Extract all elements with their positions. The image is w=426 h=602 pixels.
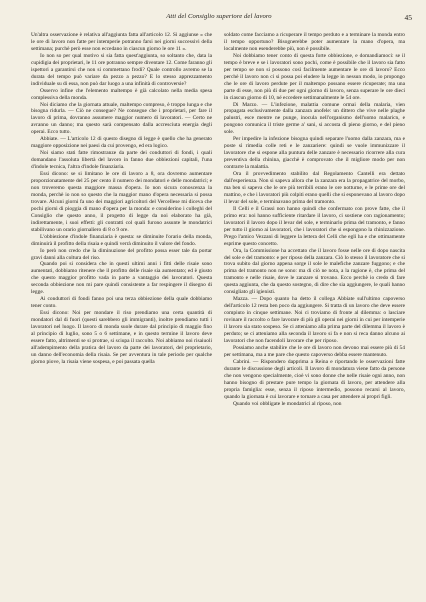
paragraph: Ora, la Commissione ha accettato che il lavoro fosse nelle ore di dopo nascita del sole e del tramonto: e per riposo della zanzara. Ciò lo stesso il lavoratore che si trova subito dal giorno appena sorge il sole le malefiche zanzare fuggono; e che prima del tramonto non ne sono: ma di ciò ne nota, a la ragione è, che prima del tramonto e nelle risaie, dove le zanzare si trovano. Ecco perchè io credo di fare questa aggiunta, che da questo sostegno, di dire che sia aggiungere, le quali hanno consigliato gli igienisti. (224, 247, 405, 296)
paragraph: Noi diciamo che la giornata attuale, maltempo compreso, è troppo lunga e che bisogna ridurla. — Ciò ne consegue? Ne consegue che i proprietari, per fare il lavoro di prima, dovranno assumere maggior numero di lavoratori. — Certo ne avranno un danno; ma questo sarà compensato dalla accresciuta energia degli operai. Ecco tutto. (31, 101, 212, 136)
paragraph: Noi siamo stati fatte rimostranze da parte dei conduttori di fondi, i quali domandano l'assoluta libertà del lavoro in fanno due obbiezioni capitali, l'una d'indole tecnica, l'altra d'indole finanziaria. (31, 150, 212, 171)
paragraph: Cabrini. — Rispondero dapprima a Reina e riportando le osservazioni fatte durante le discussione degli articoli. Il lavoro di mondatura viene fatto da persone che non vengono specialmente, cioè vi sono donne che nelle risaie ogni anno, non hanno bisogno di prestare pure tempo la giornata di lavoro, per attendere alla propria famiglia: esse, senza il riposo intermedio, possono recarsi al lavoro, quando la giornata è cui lavorare e tornare a casa per attendere ai propri figli. (224, 358, 405, 400)
paragraph: Noi dobbiamo tener conto di questa forte obbiezione, e domandiamoci: se il tempo è breve e se i lavoratori sono pochi, come è possibile che il lavoro sia fatto per tempo se non si possono così facilmente aumentare le ore di lavoro? Ecco perchè il lavoro non ci si possa poi eludere la legge in nessun modo, io propongo che le ore di lavoro perdute per il maltempo possano essere ricuperate; ma una parte di esse, non più di due per ogni giorno di lavoro, senza superare le ore dieci in ciascun giorno di 10, né eccedere settimanalmente le 54 ore. (224, 52, 405, 101)
paragraph: Per impedire la infezione bisogna quindi separare l'uomo dalla zanzara, ma e poste sì rimedia colle reti e le zanzariere: quindi se vuole immunizzare il lavoratore che si espone alla puntura delle zanzare è necessario ricorrere alla cura preventiva della chinina, giacchè è comprovato che il migliore modo per non contrarre la malattia. (224, 136, 405, 171)
paragraph: Essi dicono: se si limitano le ore di lavoro a 8, ora dovremo aumentare proporzionatamente del 25 per cento il numero dei mondatori e delle mondatrici; e non troveremo questa maggiore massa d'opera. Io non sicura conoscenza la monda, perchè io non so questo che la maggior mano d'opera necessaria si possa trovare. Alcuni giorni fa uno dei maggiori agricoltori del Vercellese mi diceva che pochi giorni di pioggia di mano d'opera per la monda: e considerino i colleghi del Consiglio che questo anno, il progetto di legge da noi elaborato ha già, indirettamente, i suoi effetti: gli contratti col quali furono assunte le mondatrici stabilivano un orario giornaliero di 8 o 9 ore. (31, 171, 212, 233)
page-number: 45 (404, 13, 412, 22)
right-column (224, 32, 405, 587)
paragraph: L'obbiezione d'indole finanziaria è questa: se diminuite l'orario della monda, diminuirà il profitto della risaia e quindi verrà diminuito il valore del fondo. (31, 233, 212, 247)
left-column (31, 32, 212, 587)
paragraph: Ai conduttori di fondi fanno poi una terza obbiezione della quale dobbiamo tener conto. (31, 296, 212, 310)
paragraph: soldato come facciamo a ricuperare il tempo perduto e a terminare la monda entro il tempo opportuno? Bisognerebbe poter aumentare la mano d'opera, ma localmente non esenderebbe più, non è possibile. (224, 32, 405, 52)
paragraph: Un'altra osservazione è relativa all'aggiunta fatta all'articolo 12. Si aggiunse « che le ore di lavoro non fatte per intemperie potranno farsi nei giorni successivi della settimana; purchè però esse non eccedano in ciascun giorno le ore 11 ». (31, 32, 212, 52)
paragraph: Quando poi si considera che in questi ultimi anni i fitti delle risaie sono aumentati, dobbiamo ritenere che il profitto delle risaie sia aumentato; ed è giusto che questo maggior profitto vada in parte a vantaggio dei lavoratori. Questa seconda obbiezione non mi pare quindi consistente a far respingere il disegno di legge. (31, 261, 212, 296)
paragraph: Quando voi obbligate le mondatrici al riposo, non (233, 400, 342, 407)
running-title: Atti del Consiglio superiore del lavoro (166, 13, 272, 20)
paragraph: Ora il provvedimento stabilito dal Regolamento Cantelli era dettato dall'esperienza. Non si sapeva allora che la zanzara era la propagatrice del morbo, ma ben si sapeva che le ore più terribili erano le ore notturne, e le prime ore del mattino, e che i lavoratori più colpiti erano quelli che si esponevano al lavoro dopo il levar del sole, e terminavano prima del tramonto. (224, 171, 405, 205)
paragraph: Di Marzo. — L'infezione, malattia comune ormai della malaria, vien propagata esclusivamente dalla zanzara anofele: un dittero che vive nelle plaghe palustri, esce mentre ne punge, inocula nell'organismo dell'uomo malaricn, e pongono comunica il triste germe a' sani, si accosta di pieno giorno, e del pieno sole. (224, 101, 405, 136)
paragraph: Osservo infine che l'elemento maltempo è già calcolato nella media spesa complessiva della monda. (31, 87, 212, 101)
paragraph: Abbiate. — L'articolo 12 di questo disegno di legge è quello che ha generato maggiore opposizione nei paesi da cui provengo, ed era logico. (31, 136, 212, 150)
paragraph: Io non so per qual motivo si sia fatta quest'aggiunta, so soltanto che, data la cupidigia dei proprietari, le 11 ore potranno sempre diventare 12. Come faranno gli ispettori a garantirsi che non si commettano frodi? Quale controllo avremo se la durata del tempo può variare da pezzo a pezzo? E lo stesso apprezzamento individuale su di essa, non può dar luogo a una infinità di controversie? (31, 52, 212, 87)
paragraph: Mazza. — Dopo quanto ha detto il collega Abbiate sull'ultimo capoverso dell'articolo 12 resta ben poco da aggiungere. Si tratta di un lavoro che deve essere compiuto in cinque settimane. Noi ci troviamo di fronte al dilemma: o lasciare rovinare il raccolto o fare lavorare di più gli operai nei giorni in cui per intemperie il lavoro sia stato sospeso. Se ci atteniamo alla prima parte del dilemma il lavoro è perduto; se ci atteniamo alla seconda il lavoro si fa e non si reca danno alcuno ai lavoratori che non facendoli lavorare che per riposo. (224, 296, 405, 344)
page-header (26, 13, 412, 27)
paragraph: Essi dicono: Noi per mondare il riso prendiamo una certa quantità di mondatori dal di fuori (questi sarebbero gli immigranti), inoltre prendiamo tutti i lavoratori nel luogo. Il lavoro di monda suole durare dal principio di maggio fino al principio di luglio, sono 5 o 6 settimane, e in questo termine il lavoro deve essere fatto, altrimenti se si protrae, si sciupa il raccolto. Noi abbiamo noi risaiuoli all'adempimento della pratica del lavoro da parte dei lavoratori, del proprietario, un danno dell'economia della risaia. Se per avventura in tale periodo per qualche giorno piove, la risaia viene sospesa, e poi passata quella (31, 310, 212, 365)
paragraph: Io però non credo che la diminuzione del profitto possa esser tale da portar gravi danni alla coltura del riso. (31, 247, 212, 261)
paragraph: Possiamo anche stabilire che le ore di lavoro non devono mai essere più di 54 per settimana, ma a me pare che questo capoverso debba essere mantenuto. (224, 344, 405, 358)
paragraph: Il Celli e il Grassi non hanno quindi che confermato con prove fatte, che il primo era: noi hanno sufficiente ritardare il lavoro, ci sostiene con ragionamento; lavoratori il lavoro dopo il levar del sole, e terminarlo prima del tramonto, e fanno per tutto il giorno ai lavoratori, che i lavoratori che si espongono la chinizzazione. Prego l'amico Vezzani di leggere la lettera del Celli che egli ha e che ottimamente esprime questo concetto. (224, 205, 405, 247)
